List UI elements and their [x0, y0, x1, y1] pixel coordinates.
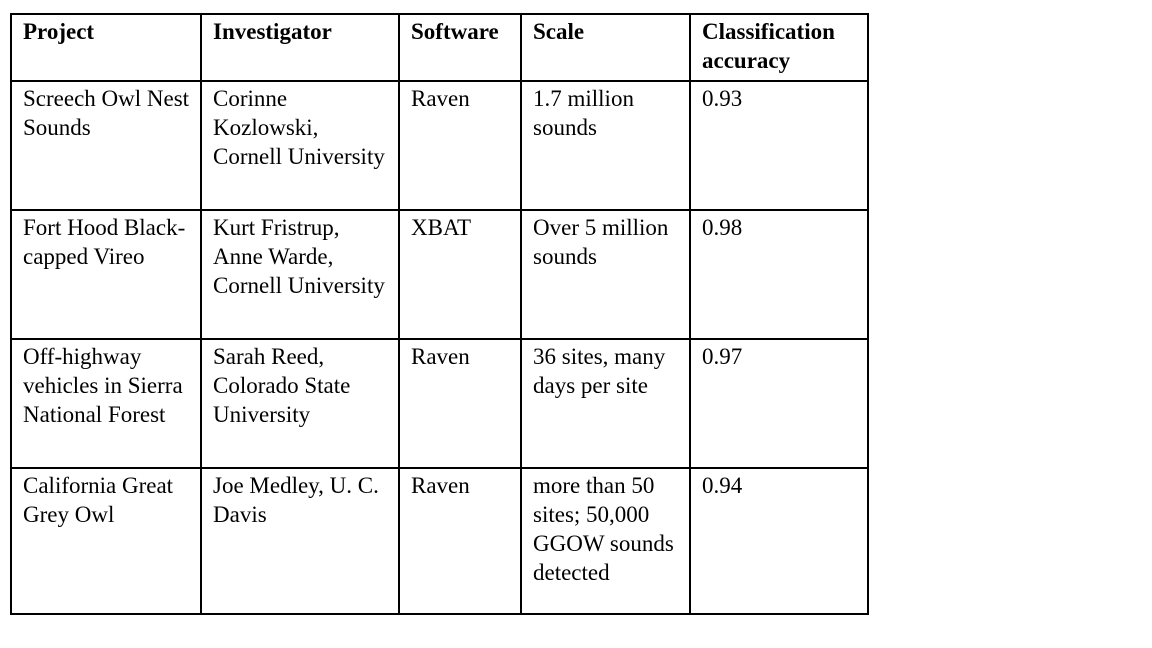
cell-scale: more than 50 sites; 50,000 GGOW sounds detected	[521, 468, 690, 614]
table-header-row	[11, 14, 868, 81]
cell-accuracy: 0.97	[690, 339, 868, 468]
cell-project: Off-highway vehicles in Sierra National Forest	[11, 339, 201, 468]
cell-software: Raven	[399, 468, 521, 614]
header-classification-accuracy: Classification accuracy	[690, 14, 868, 81]
table-row	[11, 339, 868, 468]
cell-investigator: Joe Medley, U. C. Davis	[201, 468, 399, 614]
cell-scale: 1.7 million sounds	[521, 81, 690, 210]
header-investigator: Investigator	[201, 14, 399, 81]
table-container	[10, 13, 869, 615]
header-software: Software	[399, 14, 521, 81]
table-row	[11, 81, 868, 210]
projects-table	[10, 13, 869, 615]
cell-investigator: Sarah Reed, Colorado State University	[201, 339, 399, 468]
header-project: Project	[11, 14, 201, 81]
cell-software: XBAT	[399, 210, 521, 339]
cell-investigator: Corinne Kozlowski, Cornell University	[201, 81, 399, 210]
header-scale: Scale	[521, 14, 690, 81]
table-row	[11, 210, 868, 339]
cell-scale: Over 5 million sounds	[521, 210, 690, 339]
cell-project: California Great Grey Owl	[11, 468, 201, 614]
cell-software: Raven	[399, 339, 521, 468]
cell-accuracy: 0.98	[690, 210, 868, 339]
table-row	[11, 468, 868, 614]
cell-project: Screech Owl Nest Sounds	[11, 81, 201, 210]
cell-accuracy: 0.93	[690, 81, 868, 210]
cell-software: Raven	[399, 81, 521, 210]
cell-scale: 36 sites, many days per site	[521, 339, 690, 468]
cell-investigator: Kurt Fristrup, Anne Warde, Cornell University	[201, 210, 399, 339]
cell-project: Fort Hood Black-capped Vireo	[11, 210, 201, 339]
cell-accuracy: 0.94	[690, 468, 868, 614]
